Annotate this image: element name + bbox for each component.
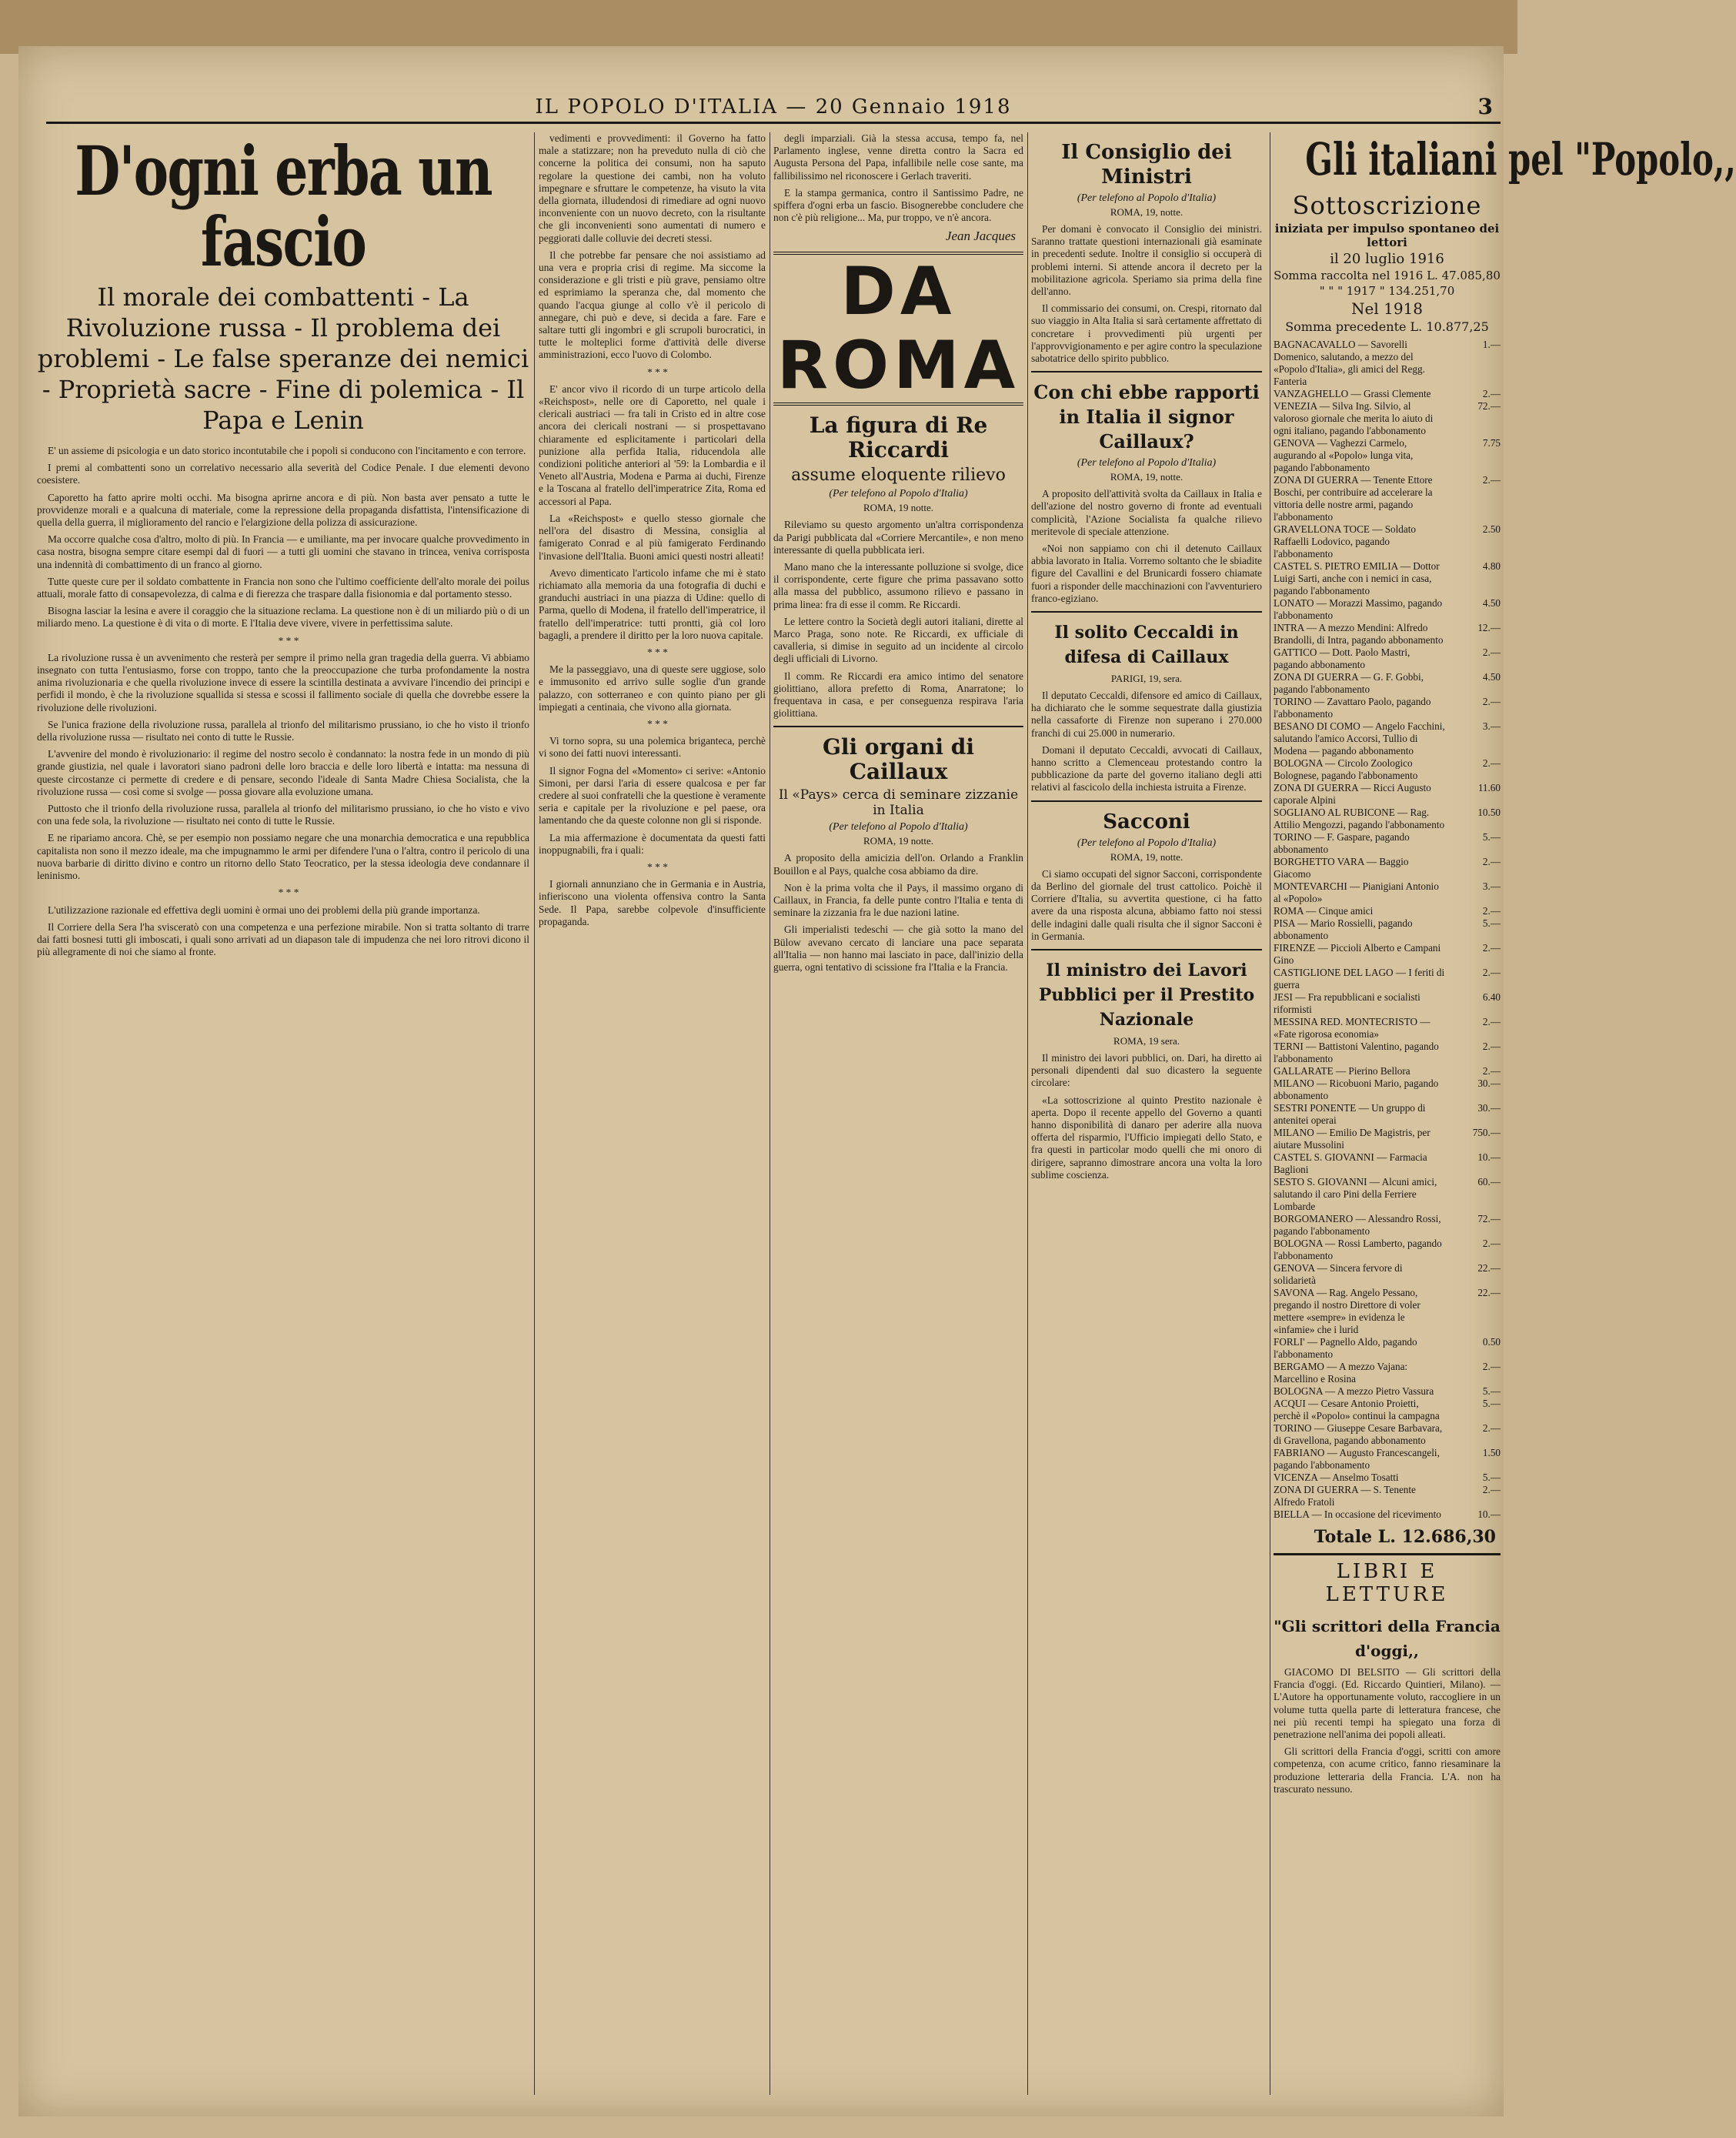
donor-name: MESSINA RED. MONTECRISTO — «Fate rigorosa economia» bbox=[1274, 1016, 1431, 1040]
subscription-headline: Gli italiani pel "Popolo,, bbox=[1305, 133, 1736, 185]
caillaux-dek: (Per telefono al Popolo d'Italia) bbox=[829, 821, 968, 833]
donor-name: FABRIANO — Augusto Francescangeli, pagando l'abbonamento bbox=[1274, 1447, 1440, 1471]
donor-row bbox=[1274, 622, 1501, 646]
donor-name: BORGOMANERO — Alessandro Rossi, pagando l'abbonamento bbox=[1274, 1213, 1441, 1237]
donor-row bbox=[1274, 1127, 1501, 1151]
donor-row bbox=[1274, 1447, 1501, 1472]
donor-name: SESTRI PONENTE — Un gruppo di antenitei operai bbox=[1274, 1102, 1426, 1126]
donor-row bbox=[1274, 880, 1501, 905]
donor-row bbox=[1274, 523, 1501, 560]
donor-row bbox=[1274, 807, 1501, 831]
donor-amount: 1.— bbox=[1482, 339, 1501, 350]
paragraph: I premi al combattenti sono un correlativo necessario alla severità del Codice Penale. I due elementi devono coesistere. bbox=[37, 462, 529, 486]
paragraph: Se l'unica frazione della rivoluzione russa, parallela al trionfo del militarismo prussiano, io che ho visto il trionfo della rivoluzione russa — risultato nei conto di tutte le Russie. bbox=[37, 718, 529, 743]
donor-row bbox=[1274, 1262, 1501, 1287]
donor-amount: 2.— bbox=[1482, 474, 1501, 486]
paragraph: Non è la prima volta che il Pays, il massimo organo di Caillaux, in Francia, fa delle punte contro l'Italia e tenta di seminare la zizzania fra le due nazioni latine. bbox=[773, 881, 1023, 919]
donor-name: TORINO — Zavattaro Paolo, pagando l'abbonamento bbox=[1274, 696, 1431, 720]
donor-row bbox=[1274, 474, 1501, 523]
donor-amount: 30.— bbox=[1477, 1077, 1501, 1089]
donor-row bbox=[1274, 1336, 1501, 1361]
sacconi-title: Sacconi bbox=[1103, 810, 1190, 833]
donor-amount: 5.— bbox=[1482, 917, 1501, 929]
divider bbox=[1031, 371, 1262, 372]
lavori-dateline: ROMA, 19 sera. bbox=[1113, 1034, 1180, 1047]
consiglio-title: Il Consiglio dei Ministri bbox=[1061, 141, 1232, 189]
paragraph: L'avvenire del mondo è rivoluzionario: il regime del nostro secolo è condannato: la nostra fede in un mondo di più grande giustizia, nel quale i lavoratori siano padroni delle loro braccia e delle loro libertà e intatta: ma nessuna di queste circostanze ci permette di credere e di pensare, secondo l'ideale di Santa Madre Chiesa Socialista, che la rivoluzione russa — così come si svolge — possa giovare alla evoluzione umana. bbox=[37, 748, 529, 797]
donor-name: TERNI — Battistoni Valentino, pagando l'abbonamento bbox=[1274, 1041, 1439, 1064]
donor-amount: 2.— bbox=[1482, 1361, 1501, 1372]
donor-row bbox=[1274, 671, 1501, 696]
donor-row bbox=[1274, 1077, 1501, 1102]
donor-row bbox=[1274, 1287, 1501, 1336]
paragraph: degli imparziali. Già la stessa accusa, tempo fa, nel Parlamento inglese, venne diretta contro la Sacra ed Augusta Persona del Papa, infallibile nelle cose sante, ma fallibilissimo nel riconoscere i Gerlach traveriti. bbox=[773, 132, 1023, 182]
donor-amount: 7.75 bbox=[1482, 437, 1501, 449]
donor-name: ZONA DI GUERRA — Ricci Augusto caporale Alpini bbox=[1274, 782, 1431, 806]
paragraph: Gli imperialisti tedeschi — che già sotto la mano del Bülow avevano cercato di lanciare una pace separata all'Italia — non hanno mai lasciato in pace, dall'inizio della guerra, ogni tentativo di scissione fra l'Italia e la Francia. bbox=[773, 924, 1023, 974]
donor-amount: 10.— bbox=[1477, 1151, 1501, 1163]
paragraph: Bisogna lasciar la lesina e avere il coraggio che la situazione reclama. La questione non è di un miliardo più o di un miliardo meno. La questione è di vita o di morte. E l'Italia deve vivere, vivere in perfettissima salute. bbox=[37, 605, 529, 630]
donor-name: ZONA DI GUERRA — Tenente Ettore Boschi, per contribuire ad accelerare la vittoria delle nostre armi, pagando l'abbonamento bbox=[1274, 474, 1433, 523]
paragraph: E' ancor vivo il ricordo di un turpe articolo della «Reichspost», nelle ore di Caporetto, nel quale i clericali austriaci — fra tali in Cristo ed in altre cose ancora dei clericali nostrani — si prospettavano chiaramente ed esplicitamente i particolari della punizione alla perfida Italia, riducendola alle condizioni politiche anteriori al '59: la Lombardia e il Veneto all'Austria, Modena e Parma ai duchi, Firenze e la Toscana al fratello dell'imperatrice Zita, Roma ed accessori al Papa. bbox=[539, 383, 766, 507]
donor-amount: 2.— bbox=[1482, 646, 1501, 658]
donor-name: BORGHETTO VARA — Baggio Giacomo bbox=[1274, 856, 1409, 880]
paragraph: Il commissario dei consumi, on. Crespi, ritornato dal suo viaggio in Alta Italia si sarà certamente affrettato di concretare i provvedimenti più urgenti per l'approvvigionamento e per agire contro la speculazione sabotatrice dello spirito pubblico. bbox=[1031, 302, 1262, 365]
paragraph: E' un assieme di psicologia e un dato storico incontutabile che i popoli si conducono con l'incitamento e con terrore. bbox=[48, 445, 526, 456]
donor-amount: 5.— bbox=[1482, 1472, 1501, 1483]
paragraph: La mia affermazione è documentata da questi fatti inoppugnabili, fra i quali: bbox=[539, 831, 766, 856]
paragraph: Vi torno sopra, su una polemica briganteca, perchè vi sono dei fatti nuovi interessanti. bbox=[539, 735, 766, 760]
donor-amount: 2.— bbox=[1482, 1041, 1501, 1052]
main-headline: D'ogni erba un fascio bbox=[75, 131, 492, 282]
donor-name: SAVONA — Rag. Angelo Pessano, pregando il nostro Direttore di voler mettere «sempre» in evidenza le «infamie» che i lurid bbox=[1274, 1287, 1421, 1335]
section-break: * * * bbox=[647, 860, 668, 873]
donor-row bbox=[1274, 720, 1501, 757]
paragraph: Il ministro dei lavori pubblici, on. Dari, ha diretto ai personali dipendenti dal suo dicastero la seguente circolare: bbox=[1031, 1051, 1262, 1089]
section-break: * * * bbox=[647, 717, 668, 730]
main-subhead: Il morale dei combattenti - La Rivoluzione russa - Il problema dei problemi - Le false speranze dei nemici - Proprietà sacre - Fine di polemica - Il Papa e Lenin bbox=[37, 282, 529, 435]
section-break: * * * bbox=[278, 634, 299, 646]
donor-amount: 60.— bbox=[1477, 1176, 1501, 1188]
paragraph: A proposito dell'attività svolta da Caillaux in Italia e dell'azione del nostro governo di fronte ad eventuali complicità, l'Azione Socialista fa qualche rilievo meritevole di speciale attenzione. bbox=[1031, 488, 1262, 537]
donor-row bbox=[1274, 1422, 1501, 1447]
sum-1916: Somma raccolta nel 1916 L. 47.085,80 bbox=[1274, 269, 1501, 282]
donor-row bbox=[1274, 942, 1501, 967]
donor-name: TORINO — F. Gaspare, pagando abbonamento bbox=[1274, 831, 1410, 855]
donor-name: MILANO — Emilio De Magistris, per aiutare Mussolini bbox=[1274, 1127, 1431, 1151]
donor-amount: 11.60 bbox=[1477, 782, 1501, 793]
consiglio-dek: (Per telefono al Popolo d'Italia) bbox=[1077, 192, 1217, 204]
section-break: * * * bbox=[278, 887, 299, 899]
donor-row bbox=[1274, 1484, 1501, 1508]
donor-row bbox=[1274, 1385, 1501, 1398]
donor-row bbox=[1274, 560, 1501, 597]
riccardi-title: La figura di Re Riccardi bbox=[809, 413, 988, 463]
donor-amount: 4.50 bbox=[1482, 597, 1501, 609]
paragraph: Domani il deputato Ceccaldi, avvocati di Caillaux, hanno scritto a Clemenceau protestando contro la pubblicazione da parte del governo italiano degli atti relativi al fascicolo della inchiesta istruita a Firenze. bbox=[1031, 743, 1262, 793]
paragraph: E la stampa germanica, contro il Santissimo Padre, ne spiffera d'ogni erba un fascio. Bisognerebbe concludere che non c'è più religione... Ma, pur troppo, ve n'è ancora. bbox=[773, 186, 1023, 224]
donor-name: ZONA DI GUERRA — S. Tenente Alfredo Fratoli bbox=[1274, 1484, 1416, 1508]
donor-amount: 72.— bbox=[1477, 400, 1501, 412]
donor-amount: 2.— bbox=[1482, 905, 1501, 917]
donor-name: LONATO — Morazzi Massimo, pagando l'abbonamento bbox=[1274, 597, 1443, 621]
paragraph: I giornali annunziano che in Germania e in Austria, infieriscono una violenta offensiva contro la Santa Sede. Il Papa, sarebbe colpevole d'insufficiente propaganda. bbox=[539, 878, 766, 927]
article-body bbox=[37, 445, 529, 958]
donor-row bbox=[1274, 339, 1501, 388]
totale: Totale L. 12.686,30 bbox=[1314, 1527, 1496, 1547]
donor-row bbox=[1274, 905, 1501, 917]
donor-row bbox=[1274, 967, 1501, 991]
paragraph: Tutte queste cure per il soldato combattente in Francia non sono che l'ultimo coefficiente dell'alto morale dei poilus attuali, morale fatto di consapevolezza, di calma e di fierezza che traspare dalla fisionomia e dal portamento stesso. bbox=[37, 575, 529, 600]
donor-name: CASTEL S. PIETRO EMILIA — Dottor Luigi Sarti, anche con i nemici in casa, pagando l'abbonamento bbox=[1274, 560, 1440, 596]
column-1 bbox=[37, 132, 529, 2095]
donor-row bbox=[1274, 856, 1501, 880]
donor-name: BAGNACAVALLO — Savorelli Domenico, salutando, a mezzo del «Popolo d'Italia», gli amici del Regg. Fanteria bbox=[1274, 339, 1425, 387]
donor-amount: 0.50 bbox=[1482, 1336, 1501, 1348]
paragraph: Il Corriere della Sera l'ha svisceratò con una competenza e una perfezione mirabile. Non si tratta soltanto di trarre dai fatti bosnesi tutti gli imboscati, i quali sono arrivati ad un diapason tale di impudenza che nei loro ritrovi dicono il più allegramente di noi che siamo al fronte. bbox=[37, 920, 529, 958]
year-1918: Nel 1918 bbox=[1351, 299, 1423, 318]
donor-amount: 4.50 bbox=[1482, 671, 1501, 683]
section-break: * * * bbox=[647, 366, 668, 378]
donor-name: BOLOGNA — Circolo Zoologico Bolognese, pagando l'abbonamento bbox=[1274, 757, 1418, 781]
column-2 bbox=[539, 132, 766, 2095]
paragraph: Per domani è convocato il Consiglio dei ministri. Saranno trattate questioni internazionali già esaminate in precedenti sedute. Inoltre il consiglio si occuperà di problemi interni. Si attende ancora il decreto per la mobilitazione agricola. Speriamo sia prima della fine dell'anno. bbox=[1031, 223, 1262, 298]
sottoscrizione-date: il 20 luglio 1916 bbox=[1330, 251, 1444, 267]
donor-amount: 5.— bbox=[1482, 1385, 1501, 1397]
donor-name: VENEZIA — Silva Ing. Silvio, al valoroso giornale che merita lo aiuto di ogni italiano, pagando l'abbonamento bbox=[1274, 400, 1434, 436]
subscription-column bbox=[1274, 132, 1736, 2095]
donor-name: VICENZA — Anselmo Tosatti bbox=[1274, 1472, 1399, 1483]
donor-name: FORLI' — Pagnello Aldo, pagando l'abbonamento bbox=[1274, 1336, 1417, 1360]
donor-name: ROMA — Cinque amici bbox=[1274, 905, 1374, 917]
donor-name: GENOVA — Vaghezzi Carmelo, augurando al «Popolo» lunga vita, pagando l'abbonamento bbox=[1274, 437, 1414, 473]
caillaux-sub: Il «Pays» cerca di seminare zizzanie in Italia bbox=[778, 787, 1019, 819]
riccardi-dek: (Per telefono al Popolo d'Italia) bbox=[829, 488, 968, 500]
donor-list bbox=[1274, 339, 1501, 1176]
sum-1917: " " " 1917 " 134.251,70 bbox=[1319, 284, 1455, 298]
paragraph: Ma occorre qualche cosa d'altro, molto di più. In Francia — e umiliante, ma per invocare qualche provvedimento in casa nostra, bisogna sempre citare esempi dal di fuori — a tutti gli uomini che stavano in trincea, veniva corrisposta una indennità di combattimento di un franco al giorno. bbox=[37, 533, 529, 570]
donor-amount: 3.— bbox=[1482, 880, 1501, 892]
caillaux-dateline: ROMA, 19 notte. bbox=[863, 835, 933, 847]
donor-name: GATTICO — Dott. Paolo Mastri, pagando abbonamento bbox=[1274, 646, 1410, 670]
paragraph: Avevo dimenticato l'articolo infame che mi è stato richiamato alla memoria da una fotografia di duchi e granduchi austriaci in una piazza di Udine: quello di Parma, quello di Modena, il fratello dell'imperatrice, il fratello dell'imperatrice: tutti prontti, già col loro bagagli, a prendere il diritto per la loro nuova capitale. bbox=[539, 566, 766, 641]
donor-row bbox=[1274, 1065, 1501, 1077]
news-column bbox=[1031, 132, 1262, 2095]
lavori-title: Il ministro dei Lavori Pubblici per il Prestito Nazionale bbox=[1038, 960, 1255, 1030]
donor-amount: 12.— bbox=[1477, 622, 1501, 633]
donor-name: FIRENZE — Piccioli Alberto e Campani Gino bbox=[1274, 942, 1441, 966]
da-roma-banner: DA ROMA bbox=[773, 252, 1023, 406]
divider bbox=[1031, 611, 1262, 613]
somma-precedente: Somma precedente L. 10.877,25 bbox=[1285, 319, 1489, 334]
donor-amount: 1.50 bbox=[1482, 1447, 1501, 1458]
paragraph: Rileviamo su questo argomento un'altra corrispondenza da Parigi pubblicata dal «Corriere Mercantile», e non meno interessante di quella pubblicata ieri. bbox=[773, 519, 1023, 556]
donor-amount: 2.— bbox=[1482, 1238, 1501, 1249]
donor-amount: 750.— bbox=[1472, 1127, 1501, 1138]
paragraph: «Noi non sappiamo con chi il detenuto Caillaux abbia lavorato in Italia. Vorremo soltanto che le sbiadite figure del Cavallini e del Brunicardi fossero chiamate fuori a risponder delle macchinazioni con l'avventuriero franco-egiziano. bbox=[1031, 543, 1262, 604]
donor-amount: 3.— bbox=[1482, 720, 1501, 732]
donor-amount: 2.— bbox=[1482, 942, 1501, 954]
ceccaldi-dateline: PARIGI, 19, sera. bbox=[1110, 673, 1183, 685]
divider bbox=[1031, 949, 1262, 950]
donor-amount: 2.— bbox=[1482, 967, 1501, 978]
paragraph: GIACOMO DI BELSITO — Gli scrittori della Francia d'oggi. (Ed. Riccardo Quintieri, Milano). — L'Autore ha opportunamente voluto, raccogliere in un volume tutta quella parte di letteratura francese, che nei più recenti tempi ha spiegato una forza di penetrazione nell'anima dei popoli alleati. bbox=[1274, 1666, 1501, 1741]
riccardi-dateline: ROMA, 19 notte. bbox=[863, 502, 933, 514]
donor-name: BESANO DI COMO — Angelo Facchini, salutando l'amico Accorsi, Tullio di Modena — pagando abbonamento bbox=[1274, 720, 1445, 757]
sottoscrizione-sub: iniziata per impulso spontaneo dei lettori bbox=[1274, 222, 1500, 249]
donor-row bbox=[1274, 991, 1501, 1016]
donor-name: GALLARATE — Pierino Bellora bbox=[1274, 1065, 1410, 1077]
consiglio-dateline: ROMA, 19, notte. bbox=[1110, 206, 1183, 218]
masthead-title: IL POPOLO D'ITALIA — 20 Gennaio 1918 bbox=[535, 95, 1012, 119]
donor-row bbox=[1274, 400, 1501, 437]
divider bbox=[1031, 800, 1262, 802]
column-3 bbox=[773, 132, 1023, 2095]
divider bbox=[773, 726, 1023, 727]
sacconi-dek: (Per telefono al Popolo d'Italia) bbox=[1077, 837, 1217, 849]
donor-name: CASTIGLIONE DEL LAGO — I feriti di guerra bbox=[1274, 967, 1445, 990]
donor-amount: 22.— bbox=[1477, 1262, 1501, 1274]
donor-amount: 2.— bbox=[1482, 757, 1501, 769]
paragraph: Il che potrebbe far pensare che noi assistiamo ad una vera e propria crisi di regime. Ma siccome la considerazione e gli tristi e più grave, pensiamo oltre ed esprimiamo la speranza che, dal momento che quando l'acqua giunge al collo v'è il pericolo di annegare, chi può e deve, si decida a fare. Fare e saltare tutti gli ingombri e gli scrupoli burocratici, in tutte le molteplici forme d'attività delle diverse amministrazioni, ecco l'uovo di Colombo. bbox=[539, 249, 766, 361]
donor-row bbox=[1274, 1213, 1501, 1238]
paragraph: Gli scrittori della Francia d'oggi, scritti con amore competenza, con acume critico, fanno riesaminare la produzione letteraria della Francia. L'A. non ha trascurato nessuno. bbox=[1274, 1745, 1501, 1795]
donor-row bbox=[1274, 646, 1501, 671]
donor-name: JESI — Fra repubblicani e socialisti riformisti bbox=[1274, 991, 1421, 1015]
donor-name: GRAVELLONA TOCE — Soldato Raffaelli Lodovico, pagando l'abbonamento bbox=[1274, 523, 1417, 560]
donor-row bbox=[1274, 1016, 1501, 1041]
donor-name: SOGLIANO AL RUBICONE — Rag. Attilio Mengozzi, pagando l'abbonamento bbox=[1274, 807, 1445, 830]
donor-list bbox=[1274, 1176, 1501, 1521]
donor-row bbox=[1274, 1151, 1501, 1176]
paragraph: Mano mano che la interessante polluzione si svolge, dice il corrispondente, certe figure che prima passavano sotto alla massa del pubblico, assumono rilievo e passano in prima linea: fra di esse il comm. Re Riccardi. bbox=[773, 561, 1023, 610]
donor-name: MONTEVARCHI — Pianigiani Antonio al «Popolo» bbox=[1274, 880, 1439, 904]
sottoscrizione-title: Sottoscrizione bbox=[1292, 191, 1482, 220]
column-rule bbox=[1027, 132, 1028, 2095]
donor-row bbox=[1274, 917, 1501, 942]
donor-row bbox=[1274, 437, 1501, 474]
rapporti-dateline: ROMA, 19, notte. bbox=[1110, 471, 1183, 483]
donor-name: INTRA — A mezzo Mendini: Alfredo Brandolli, di Intra, pagando abbonamento bbox=[1274, 622, 1444, 646]
paragraph: vedimenti e provvedimenti: il Governo ha fatto male a statizzare; non ha preveduto nulla di ciò che concerne la politica dei consumi, non ha saputo regolare la questione dei cambi, non ha voluto impegnare e sfruttare le competenze, ha visuto la vita della giornata, illudendosi di rimediare ad ogni nuovo inconveniente con un nuovo decreto, con la risultante che gli inconvenienti sono aumentati di numero e peggiorati dalle colluvie dei decreti stessi. bbox=[539, 132, 766, 244]
paragraph: Il signor Fogna del «Momento» ci serive: «Antonio Simoni, per darsi l'aria di essere qualcosa e per far credere al suoi confratelli che la questione è veramente seria e capitale per la rivoluzione e pel paese, ora lamentando che da queste colonne non gli si risponde. bbox=[539, 764, 766, 827]
paragraph: Puttosto che il trionfo della rivoluzione russa, parallela al trionfo del militarismo prussiano, io che ho visto e vivo con una fede sola, la rivoluzione — risultato nei conto di tutte le Russie. bbox=[37, 803, 529, 827]
donor-amount: 2.— bbox=[1482, 856, 1501, 867]
donor-row bbox=[1274, 1398, 1501, 1422]
rapporti-title: Con chi ebbe rapporti in Italia il signor Caillaux? bbox=[1033, 381, 1260, 453]
donor-row bbox=[1274, 597, 1501, 622]
donor-name: PISA — Mario Rossielli, pagando abbonamento bbox=[1274, 917, 1413, 941]
ceccaldi-title: Il solito Ceccaldi in difesa di Caillaux bbox=[1054, 623, 1239, 668]
donor-name: BOLOGNA — Rossi Lamberto, pagando l'abbonamento bbox=[1274, 1238, 1442, 1261]
paragraph: La rivoluzione russa è un avvenimento che resterà per sempre il primo nella gran tragedia della guerra. Vi abbiamo insegnato con tutta l'entusiasmo, forse con troppo, tanto che la preoccupazione che turba profondamente la nostra anima rivoluzionaria e che quella rivoluzione invece di essere la scintilla destinata a avvivare l'incendio dei principi e perfidi il mondo, è che la rivoluzione squallida si stessa e scossi il fallimento sociale di quella che dovrebbe essere la rivoluzione delle rivoluzioni. bbox=[37, 651, 529, 713]
paragraph: L'utilizzazione razionale ed effettiva degli uomini è ormai uno dei problemi della più grande importanza. bbox=[48, 904, 480, 916]
paragraph: Ci siamo occupati del signor Sacconi, corrispondente da Berlino del giornale del trust cattolico. Poichè il Corriere d'Italia, su avvertita questione, ci ha fatto avere da una risposta alcuna, abbiamo fatto noi stessi delle indagini dalle quali risulta che il signor Sacconi è in Germania. bbox=[1031, 867, 1262, 942]
donor-row bbox=[1274, 1238, 1501, 1262]
donor-name: BOLOGNA — A mezzo Pietro Vassura bbox=[1274, 1385, 1434, 1397]
donor-amount: 4.80 bbox=[1482, 560, 1501, 572]
donor-row bbox=[1274, 1508, 1501, 1521]
donor-name: BIELLA — In occasione del ricevimento bbox=[1274, 1508, 1441, 1520]
column-rule bbox=[534, 132, 535, 2095]
donor-amount: 2.— bbox=[1482, 1016, 1501, 1027]
rapporti-dek: (Per telefono al Popolo d'Italia) bbox=[1077, 457, 1217, 469]
donor-amount: 2.— bbox=[1482, 696, 1501, 707]
donor-amount: 2.— bbox=[1482, 388, 1501, 399]
donor-amount: 6.40 bbox=[1482, 991, 1501, 1003]
libri-sub: "Gli scrittori della Francia d'oggi,, bbox=[1274, 1617, 1501, 1660]
donor-amount: 2.50 bbox=[1482, 523, 1501, 535]
paragraph: Il deputato Ceccaldi, difensore ed amico di Caillaux, ha dichiarato che le somme sequestrate dalla giustizia nella cassaforte di Firenze non superano i 270.000 franchi di cui 25.000 in numerario. bbox=[1031, 690, 1262, 739]
donor-row bbox=[1274, 831, 1501, 856]
donor-name: VANZAGHELLO — Grassi Clemente bbox=[1274, 388, 1431, 399]
donor-name: SESTO S. GIOVANNI — Alcuni amici, salutando il caro Pini della Ferriere Lombarde bbox=[1274, 1176, 1437, 1212]
donor-row bbox=[1274, 1102, 1501, 1127]
donor-amount: 5.— bbox=[1482, 831, 1501, 843]
paragraph: «La sottoscrizione al quinto Prestito nazionale è aperta. Dopo il recente appello del Governo a quanti hanno disponibilità di danaro per aderire alla nuova offerta del risparmio, l'Ufficio impiegati dello Stato, e fra questi in particolar modo quelli che mi onoro di dirigere, sapranno dimostrare ancora una volta la loro sublime coscienza. bbox=[1031, 1094, 1262, 1181]
donor-amount: 10.— bbox=[1477, 1508, 1501, 1520]
paragraph: Le lettere contro la Società degli autori italiani, dirette al Marco Praga, sono note. Re Riccardi, ex ufficiale di cavalleria, si dimise in seguito ad un incidente al circolo degli ufficiali di Livorno. bbox=[773, 615, 1023, 665]
signature: Jean Jacques bbox=[945, 229, 1016, 244]
paragraph: Il comm. Re Riccardi era amico intimo del senatore giolittiano, allora prefetto di Roma, Anarratone; lo frequentava in casa, e per conseguenza respirava l'aria giolittiana. bbox=[773, 670, 1023, 720]
donor-name: ZONA DI GUERRA — G. F. Gobbi, pagando l'abbonamento bbox=[1274, 671, 1424, 695]
donor-amount: 2.— bbox=[1482, 1484, 1501, 1495]
riccardi-sub: assume eloquente rilievo bbox=[791, 466, 1006, 486]
donor-row bbox=[1274, 1361, 1501, 1385]
donor-amount: 5.— bbox=[1482, 1398, 1501, 1409]
donor-row bbox=[1274, 388, 1501, 400]
donor-amount: 22.— bbox=[1477, 1287, 1501, 1298]
paragraph: La «Reichspost» e quello stesso giornale che nell'ora del disastro di Messina, consiglia al famigerato Conrad e al più famigerato Ferdinando l'invasione dell'Italia. Buoni amici questi nostri alleati! bbox=[539, 512, 766, 562]
donor-row bbox=[1274, 782, 1501, 807]
donor-amount: 30.— bbox=[1477, 1102, 1501, 1114]
donor-row bbox=[1274, 1041, 1501, 1065]
donor-name: TORINO — Giuseppe Cesare Barbavara, di Gravellona, pagando abbonamento bbox=[1274, 1422, 1443, 1446]
sacconi-dateline: ROMA, 19, notte. bbox=[1110, 850, 1183, 863]
donor-amount: 10.50 bbox=[1477, 807, 1501, 818]
donor-name: CASTEL S. GIOVANNI — Farmacia Baglioni bbox=[1274, 1151, 1427, 1175]
donor-amount: 2.— bbox=[1482, 1065, 1501, 1077]
caillaux-title: Gli organi di Caillaux bbox=[822, 734, 975, 785]
paragraph: Caporetto ha fatto aprire molti occhi. Ma bisogna aprirne ancora e di più. Non basta aver pensato a tutte le provvidenze morali e a qualcuna di materiale, come la repressione della propaganda disfattista, l'intensificazione di quella della guerra, il miglioramento del rancio e l'elargizione della polizza di assicurazione. bbox=[37, 491, 529, 529]
donor-row bbox=[1274, 696, 1501, 720]
donor-name: GENOVA — Sincera fervore di solidarietà bbox=[1274, 1262, 1403, 1286]
paragraph: A proposito della amicizia dell'on. Orlando a Franklin Bouillon e al Pays, qualche cosa abbiamo da dire. bbox=[773, 852, 1023, 877]
libri-section bbox=[1274, 1553, 1501, 1796]
donor-row bbox=[1274, 757, 1501, 782]
donor-name: MILANO — Ricobuoni Mario, pagando abbonamento bbox=[1274, 1077, 1439, 1101]
donor-row bbox=[1274, 1472, 1501, 1484]
paragraph: Me la passeggiavo, una di queste sere uggiose, solo e immusonito ed arrivo sulle soglie d'un grande palazzo, con sotterraneo e con quinto piano per gli impiegati a centinaia, che vivono alla giornata. bbox=[539, 663, 766, 713]
paragraph: E ne ripariamo ancora. Chè, se per esempio non possiamo negare che una monarchia democratica e una repubblica capitalista non sono il mezzo ideale, ma che impugnammo le armi per difendere l'una o l'altra, contro il pericolo di una nuova barbarie di diritto divino e contro un ritorno dello Stato Teocratico, per la stessa ideologia deve condannare il leninismo. bbox=[37, 832, 529, 882]
donor-row bbox=[1274, 1176, 1501, 1213]
masthead bbox=[46, 91, 1501, 124]
section-break: * * * bbox=[647, 646, 668, 658]
donor-name: ACQUI — Cesare Antonio Proietti, perchè il «Popolo» continui la campagna bbox=[1274, 1398, 1440, 1421]
donor-name: BERGAMO — A mezzo Vajana: Marcellino e Rosina bbox=[1274, 1361, 1408, 1385]
page-number: 3 bbox=[1477, 94, 1493, 119]
donor-amount: 2.— bbox=[1482, 1422, 1501, 1434]
libri-title: LIBRI E LETTURE bbox=[1325, 1560, 1449, 1606]
donor-amount: 72.— bbox=[1477, 1213, 1501, 1224]
